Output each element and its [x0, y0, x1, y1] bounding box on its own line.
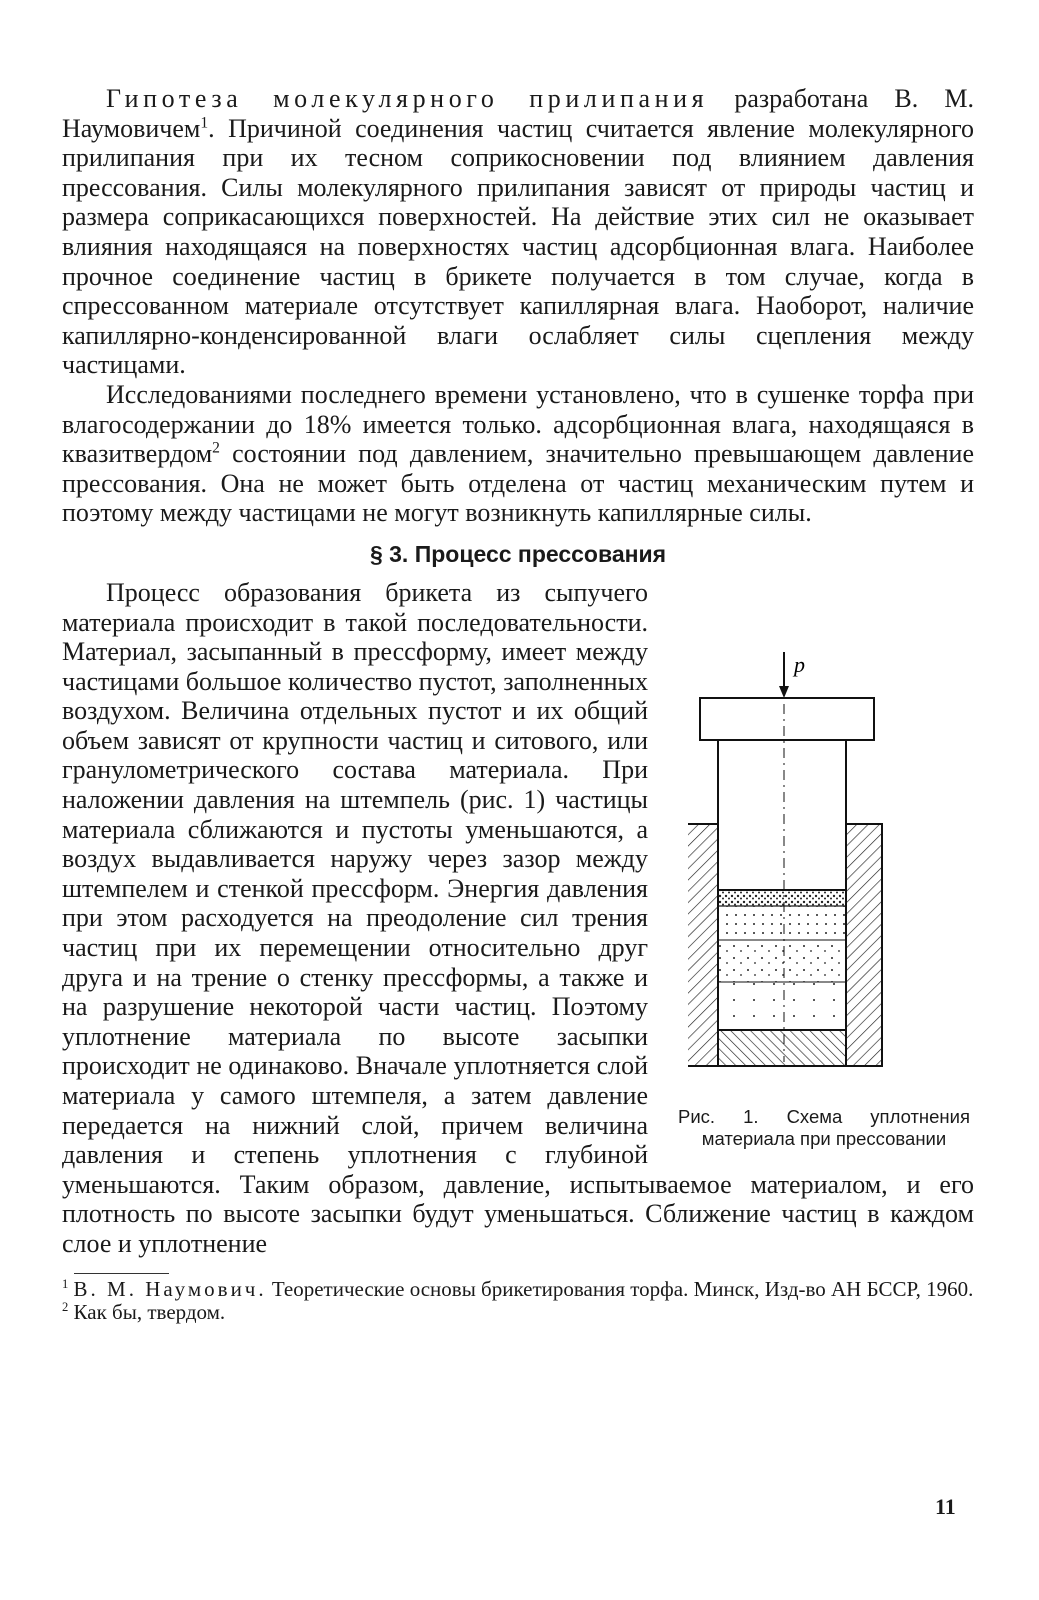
- footnote-ref-2: 2: [212, 439, 220, 457]
- section-heading: § 3. Процесс прессования: [369, 540, 667, 567]
- plunger-stem: [718, 740, 846, 890]
- footnote-ref-1: 1: [200, 113, 209, 131]
- plunger-head: [700, 698, 874, 740]
- paragraph-research: [62, 380, 974, 528]
- footnote-1-author: В. М. Наумович.: [73, 1276, 267, 1301]
- footnotes: [62, 1273, 974, 1324]
- page-body: [62, 84, 974, 1324]
- footnote-rule: [74, 1273, 169, 1274]
- mold-wall-right: [846, 824, 882, 1066]
- footnote-1-mark: 1: [62, 1276, 69, 1291]
- material-layer-4: [718, 982, 846, 1030]
- paragraph-intro: [62, 84, 974, 380]
- figure-1: [674, 642, 974, 1150]
- material-layer-1: [718, 890, 846, 906]
- mold-wall-left: [688, 824, 718, 1066]
- footnote-1-text: Теоретические основы брикетирования торфа. Минск, Изд-во АН БССР, 1960.: [266, 1276, 974, 1301]
- page-number: 11: [935, 1494, 956, 1519]
- para2-text: Исследованиями последнего времени установлено, что в сушенке торфа при влагосодержании до 18% имеется только. адсорбционная влага, находящаяся в квазитвердом: [62, 379, 974, 469]
- footnote-2-text: Как бы, твердом.: [68, 1299, 226, 1324]
- intro-rest: . Причиной соединения частиц считается явление молекулярного прилипания при их тесном соприкосновении под влиянием давления прессования. Силы молекулярного прилипания зависят от природы частиц и размера соприкасающихся поверхностей. На действие этих сил не оказывает влияния находящаяся на поверхностях частиц адсорбционная влага. Наиболее прочное соединение частиц в брикете получается в том случае, когда в спрессованном материале отсутствует капиллярная влага. Наоборот, наличие капиллярно-конденсированной влаги ослабляет силы сцепления между частицами.: [62, 113, 974, 380]
- paragraph-process-wrap: [62, 578, 974, 1259]
- figure-caption: Рис. 1. Схема уплотнения материала при прессовании: [678, 1105, 970, 1149]
- para2-rest: состоянии под давлением, значительно превышающем давление прессования. Она не может быть отделена от частиц механическим путем и поэтому между частицами не могут возникнуть капиллярные силы.: [62, 439, 974, 528]
- material-layer-3: [718, 940, 846, 982]
- intro-text: разработана В. М. Наумовичем: [62, 84, 974, 143]
- bottom-plate: [718, 1030, 846, 1066]
- paragraph-process: Процесс образования брикета из сыпучего материала происходит в такой последовательности. Материал, засыпанный в прессформу, имеет между частицами большое количество пустот, заполненных воздухом. Величина отдельных пустот и их общий объем зависят от крупности частиц и ситового, или гранулометрического состава материала. При наложении давления на штемпель (рис. 1) частицы материала сближаются и пустоты уменьшаются, а воздух выдавливается наружу через зазор между штемпелем и стенкой прессформ. Энергия давления при этом расходуется на преодоление сил трения частиц при их перемещении относительно друг друга и на трение о стенку прессформы, а также и на разрушение некоторой части частиц. Поэтому уплотнение материала по высоте засыпки происходит не одинаково. Вначале уплотняется слой материала у самого штемпеля, а затем давление передается на нижний слой, причем величина давления и степень уплотнения с глубиной уменьшаются. Таким образом, давление, испытываемое материалом, и его плотность по высоте засыпки будут уменьшаться. Сближение частиц в каждом слое и уплотнение: [62, 577, 974, 1258]
- footnote-2-mark: 2: [62, 1299, 69, 1314]
- footnote-2: [62, 1301, 974, 1324]
- footnote-1: [62, 1278, 974, 1301]
- press-mold-diagram: [688, 642, 958, 1072]
- material-layer-2: [718, 906, 846, 940]
- intro-lead: Гипотеза молекулярного прилипания: [106, 84, 709, 113]
- force-label: p: [794, 651, 805, 677]
